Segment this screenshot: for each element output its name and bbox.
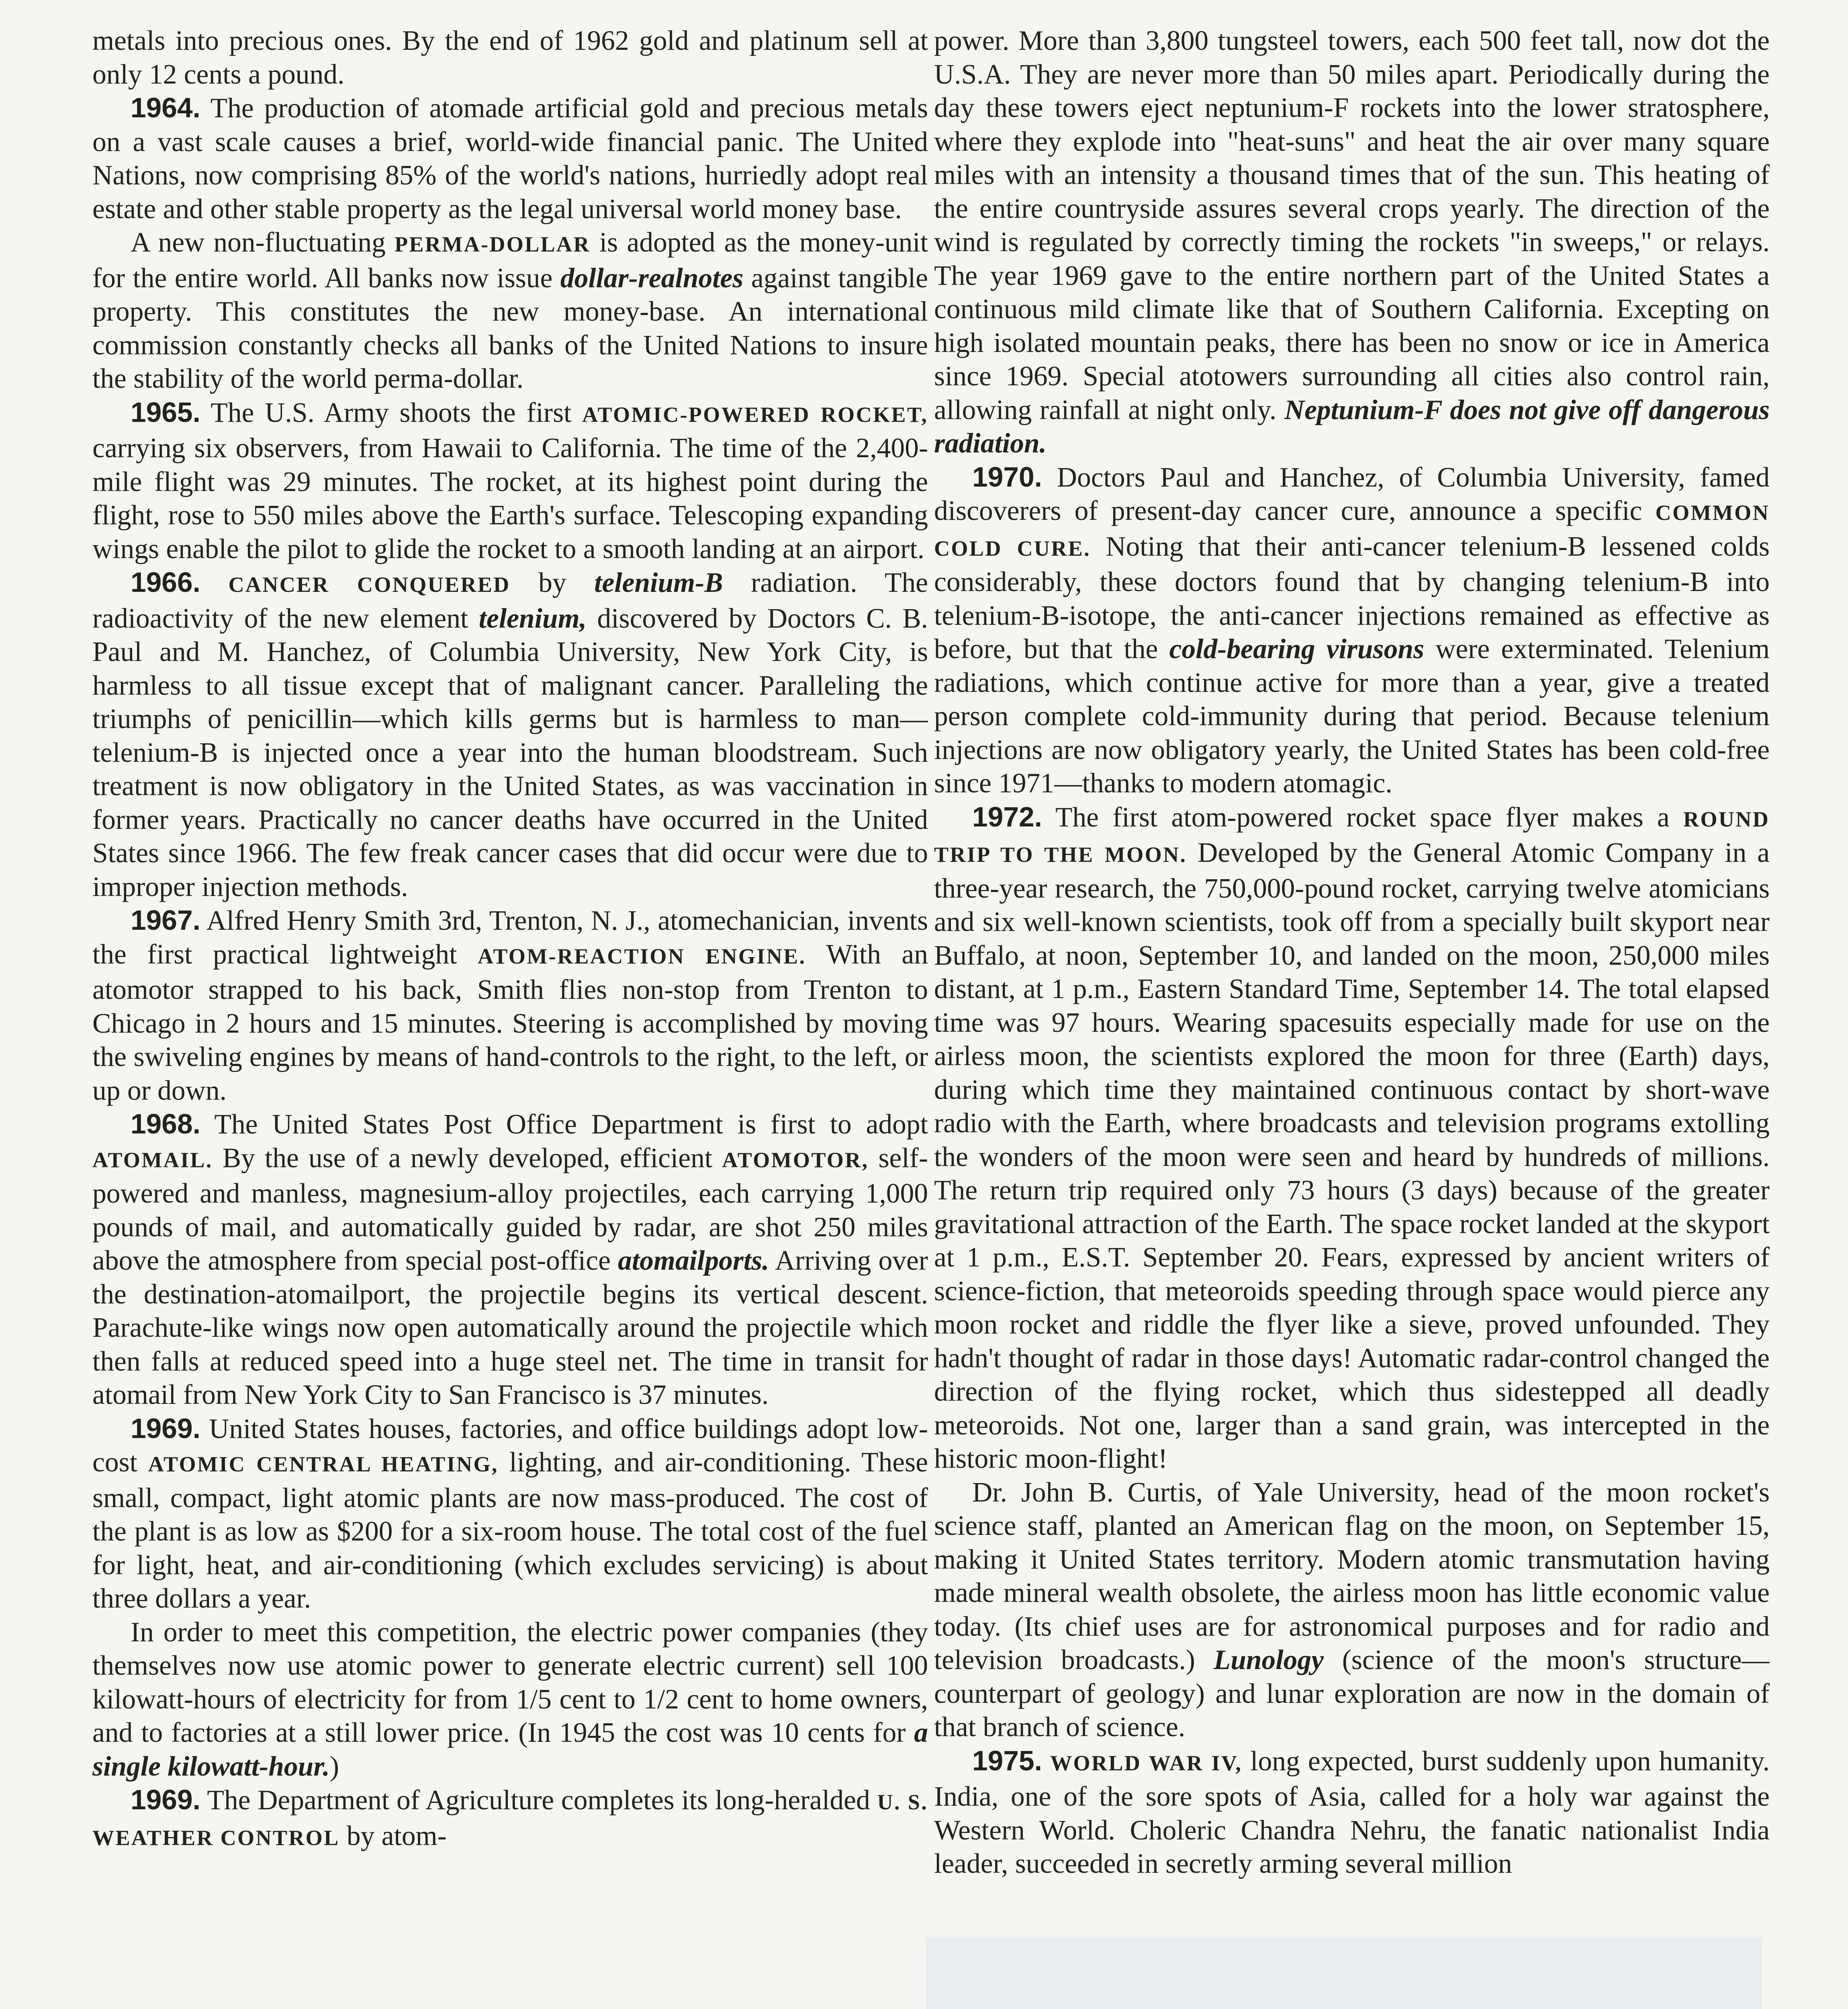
paragraph-1965: 1965. The U.S. Army shoots the first ATOMIC-POWERED ROCKET, carrying six observers, from Hawaii to California. The time of the 2,400-mile flight was 29 minutes. The rocket, at its highest point during the flight, rose to 550 miles above the Earth's surface. Telescoping expanding wings enable the pilot to glide the rocket to a smooth landing at an airport.	[92, 396, 928, 565]
paragraph-1969-heating: 1969. United States houses, factories, and office buildings adopt low-cost ATOMIC CENTRAL HEATING, lighting, and air-conditioning. These small, compact, light atomic plants are now mass-produced. The cost of the plant is as low as $200 for a six-room house. The total cost of the fuel for light, heat, and air-conditioning (which excludes servicing) is about three dollars a year.	[92, 1412, 928, 1614]
paragraph-weather-towers: power. More than 3,800 tungsteel towers, each 500 feet tall, now dot the U.S.A. They are never more than 50 miles apart. Periodically during the day these towers eject neptunium-F rockets into the lower stratosphere, where they explode into "heat-suns" and heat the air over many square miles with an intensity a thousand times that of the sun. This heating of the entire countryside assures several crops yearly. The direction of the wind is regulated by correctly timing the rockets "in sweeps," or relays. The year 1969 gave to the entire northern part of the United States a continuous mild climate like that of Southern California. Excepting on high isolated mountain peaks, there has been no snow or ice in America since 1969. Special atotowers surrounding all cities also control rain, allowing rainfall at night only. Neptunium-F does not give off dangerous radiation.	[934, 25, 1770, 459]
paragraph-1970: 1970. Doctors Paul and Hanchez, of Columbia University, famed discoverers of present-day cancer cure, announce a specific COMMON COLD CURE. Noting that their anti-cancer telenium-B lessened colds considerably, these doctors found that by changing telenium-B into telenium-B-isotope, the anti-cancer injections remained as effective as before, but that the cold-bearing virusons were exterminated. Telenium radiations, which continue active for more than a year, give a treated person complete cold-immunity during that period. Because telenium injections are now obligatory yearly, the United States has been cold-free since 1971—thanks to modern atomagic.	[934, 461, 1770, 799]
paragraph-1975: 1975. WORLD WAR IV, long expected, burst suddenly upon humanity. India, one of the sore spots of Asia, called for a holy war against the Western World. Choleric Chandra Nehru, the fanatic nationalist India leader, succeeded in secretly arming several million	[934, 1745, 1770, 1879]
paragraph-1964: 1964. The production of atomade artificial gold and precious metals on a vast scale causes a brief, world-wide financial panic. The United Nations, now comprising 85% of the world's nations, hurriedly adopt real estate and other stable property as the legal universal world money base.	[92, 92, 928, 225]
paragraph-moon-flag: Dr. John B. Curtis, of Yale University, head of the moon rocket's science staff, planted an American flag on the moon, on September 15, making it United States territory. Modern atomic transmutation having made mineral wealth obsolete, the airless moon has little economic value today. (Its chief uses are for astronomical purposes and for radio and television broadcasts.) Lunology (science of the moon's structure—counterpart of geology) and lunar exploration are now in the domain of that branch of science.	[934, 1477, 1770, 1743]
paragraph-1967: 1967. Alfred Henry Smith 3rd, Trenton, N. J., atomechanician, invents the first practical lightweight ATOM-REACTION ENGINE. With an atomotor strapped to his back, Smith flies non-stop from Trenton to Chicago in 2 hours and 15 minutes. Steering is accomplished by moving the swiveling engines by means of hand-controls to the right, to the left, or up or down.	[92, 904, 928, 1106]
paragraph-1968: 1968. The United States Post Office Department is first to adopt ATOMAIL. By the use of a newly developed, efficient ATOMOTOR, self-powered and manless, magnesium-alloy projectiles, each carrying 1,000 pounds of mail, and automatically guided by radar, are shot 250 miles above the atmosphere from special post-office atomailports. Arriving over the destination-atomailport, the projectile begins its vertical descent. Parachute-like wings now open automatically around the projectile which then falls at reduced speed into a huge steel net. The time in transit for atomail from New York City to San Francisco is 37 minutes.	[92, 1108, 928, 1410]
paragraph-1966: 1966. CANCER CONQUERED by telenium-B radiation. The radioactivity of the new element telenium, discovered by Doctors C. B. Paul and M. Hanchez, of Columbia University, New York City, is harmless to all tissue except that of malignant cancer. Paralleling the triumphs of penicillin—which kills germs but is harmless to man—telenium-B is injected once a year into the human bloodstream. Such treatment is now obligatory in the United States, as was vaccination in former years. Practically no cancer deaths have occurred in the United States since 1966. The few freak cancer cases that did occur were due to improper injection methods.	[92, 567, 928, 902]
left-column	[92, 24, 928, 2009]
right-column	[934, 24, 1770, 2009]
paragraph-electric-power: In order to meet this competition, the electric power companies (they themselves now use atomic power to generate electric current) sell 100 kilowatt-hours of electricity for from 1/5 cent to 1/2 cent to home owners, and to factories at a still lower price. (In 1945 the cost was 10 cents for a single kilowatt-hour.)	[92, 1616, 928, 1782]
paragraph-perma-dollar: A new non-fluctuating PERMA-DOLLAR is adopted as the money-unit for the entire world. All banks now issue dollar-realnotes against tangible property. This constitutes the new money-base. An international commission constantly checks all banks of the United Nations to insure the stability of the world perma-dollar.	[92, 227, 928, 394]
paragraph-gold-price: metals into precious ones. By the end of 1962 gold and platinum sell at only 12 cents a pound.	[92, 25, 928, 90]
paragraph-1972: 1972. The first atom-powered rocket space flyer makes a ROUND TRIP TO THE MOON. Developed by the General Atomic Company in a three-year research, the 750,000-pound rocket, carrying twelve atomicians and six well-known scientists, took off from a specially built skyport near Buffalo, at noon, September 10, and landed on the moon, 250,000 miles distant, at 1 p.m., Eastern Standard Time, September 14. The total elapsed time was 97 hours. Wearing spacesuits especially made for use on the airless moon, the scientists explored the moon for three (Earth) days, during which time they maintained continuous contact by short-wave radio with the Earth, where broadcasts and television programs extolling the wonders of the moon were seen and heard by hundreds of millions. The return trip required only 73 hours (3 days) because of the greater gravitational attraction of the Earth. The space rocket landed at the skyport at 1 p.m., E.S.T. September 20. Fears, expressed by ancient writers of science-fiction, that meteoroids speeding through space would pierce any moon rocket and riddle the flyer like a sieve, proved unfounded. They hadn't thought of radar in those days! Automatic radar-control changed the direction of the flying rocket, which thus sidestepped all deadly meteoroids. Not one, larger than a sand grain, was intercepted in the historic moon-flight!	[934, 801, 1770, 1474]
paragraph-1969-weather: 1969. The Department of Agriculture completes its long-heralded U. S. WEATHER CONTROL by atom-	[92, 1784, 928, 1851]
